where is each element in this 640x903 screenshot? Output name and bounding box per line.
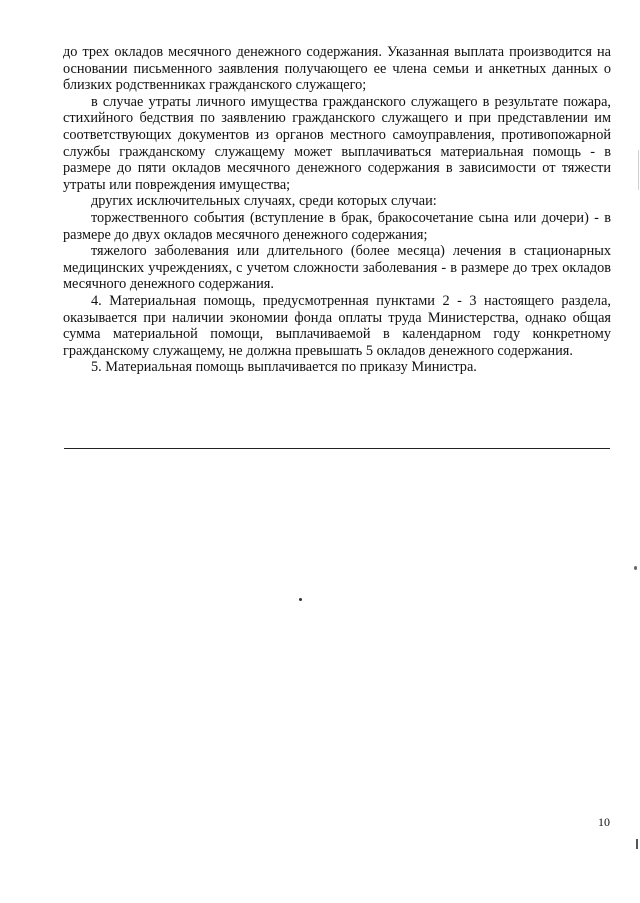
scan-edge-mark [638, 150, 639, 190]
scan-edge-mark [636, 839, 638, 849]
page-number: 10 [598, 815, 610, 829]
paragraph-continuation: до трех окладов месячного денежного содержания. Указанная выплата производится на основании письменного заявления получающего ее члена семьи и анкетных данных о близких родственниках гражданского служащего; [63, 44, 611, 94]
horizontal-rule [64, 448, 610, 449]
scan-speck [634, 566, 637, 570]
document-body [63, 44, 611, 376]
paragraph-item-4: 4. Материальная помощь, предусмотренная пунктами 2 - 3 настоящего раздела, оказывается при наличии экономии фонда оплаты труда Министерства, однако общая сумма материальной помощи, выплачиваемой в календарном году конкретному гражданскому служащему, не должна превышать 5 окладов денежного содержания. [63, 292, 611, 359]
paragraph-property-loss: в случае утраты личного имущества гражданского служащего в результате пожара, стихийного бедствия по заявлению гражданского служащего и при представлении им соответствующих документов из органов местного самоуправления, противопожарной службы гражданскому служащему может выплачиваться материальная помощь - в размере до пяти окладов месячного денежного содержания в зависимости от тяжести утраты или повреждения имущества; [63, 93, 611, 193]
paragraph-illness: тяжелого заболевания или длительного (более месяца) лечения в стационарных медицинских учреждениях, с учетом сложности заболевания - в размере до трех окладов месячного денежного содержания. [63, 243, 611, 293]
paragraph-exceptional-cases: других исключительных случаях, среди которых случаи: [91, 193, 437, 210]
paragraph-item-5: 5. Материальная помощь выплачивается по приказу Министра. [91, 359, 477, 376]
paragraph-celebration: торжественного события (вступление в брак, бракосочетание сына или дочери) - в размере до двух окладов месячного денежного содержания; [63, 209, 611, 243]
scan-speck [299, 598, 302, 601]
